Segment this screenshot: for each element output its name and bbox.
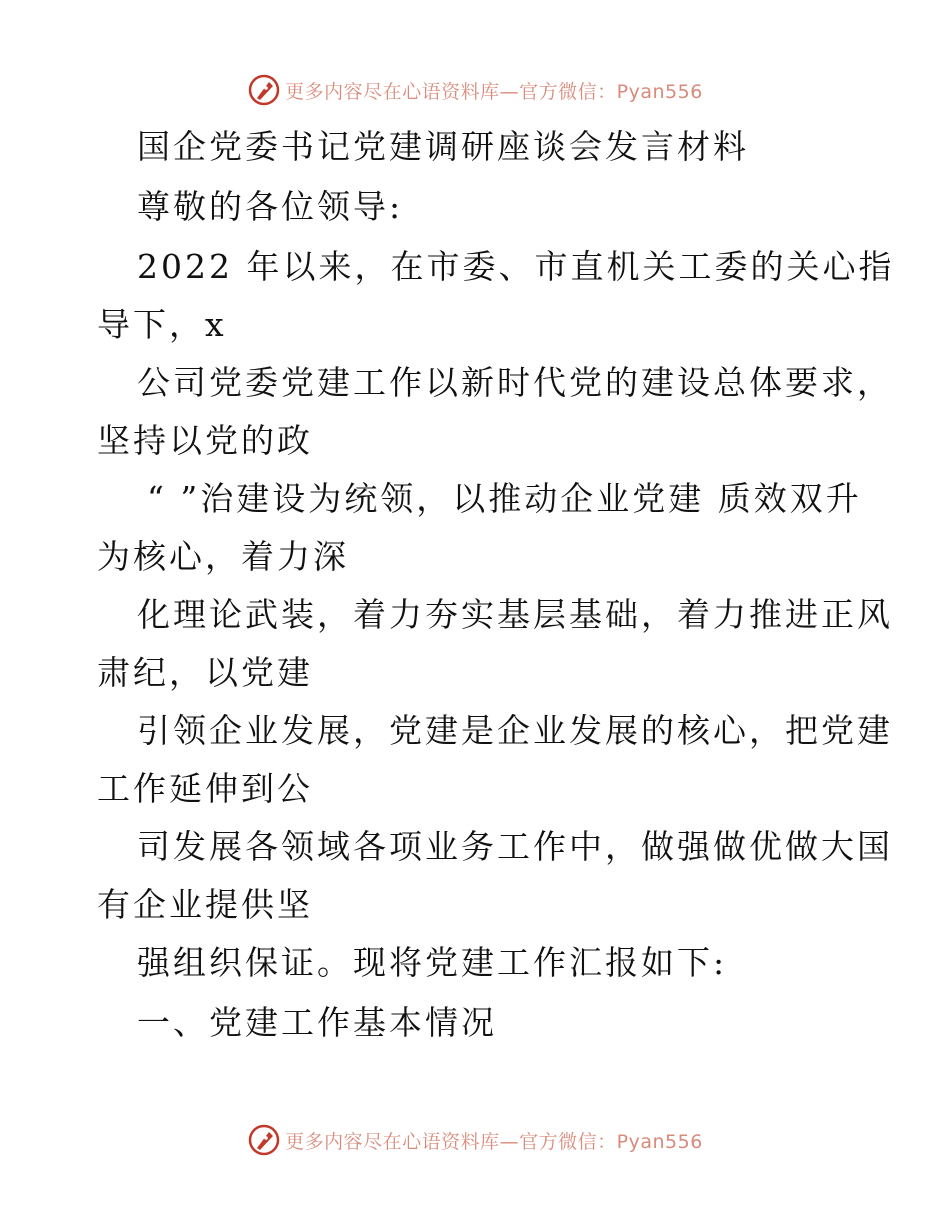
pen-nib-logo-icon (247, 1123, 281, 1157)
paragraph-line: 坚持以党的政 (97, 421, 313, 460)
paragraph-line: 工作延伸到公 (97, 769, 313, 808)
paragraph-line: 肃纪，以党建 (97, 653, 313, 692)
paragraph-line: 公司党委党建工作以新时代党的建设总体要求， (137, 363, 893, 402)
document-title: 国企党委书记党建调研座谈会发言材料 (137, 127, 749, 166)
paragraph-line: 有企业提供坚 (97, 885, 313, 924)
paragraph-line: 强组织保证。现将党建工作汇报如下: (137, 943, 728, 982)
pen-nib-logo-icon (247, 73, 281, 107)
paragraph-line: 化理论武装，着力夯实基层基础，着力推进正风 (137, 595, 893, 634)
salutation: 尊敬的各位领导: (137, 187, 404, 226)
paragraph-line: 2022 年以来，在市委、市直机关工委的关心指 (137, 247, 895, 286)
paragraph-line: 为核心，着力深 (97, 537, 349, 576)
paragraph-line: 引领企业发展，党建是企业发展的核心，把党建 (137, 711, 893, 750)
paragraph-line: “ ”治建设为统领，以推动企业党建 质效双升 (147, 479, 862, 518)
watermark-text: 更多内容尽在心语资料库—官方微信：Pyan556 (285, 80, 703, 103)
paragraph-line: 司发展各领域各项业务工作中，做强做优做大国 (137, 827, 893, 866)
header-watermark (0, 70, 950, 110)
watermark-text: 更多内容尽在心语资料库—官方微信：Pyan556 (285, 1130, 703, 1153)
footer-watermark (0, 1120, 950, 1160)
section-heading: 一、党建工作基本情况 (137, 1003, 497, 1042)
paragraph-line: 导下，x (97, 305, 227, 344)
